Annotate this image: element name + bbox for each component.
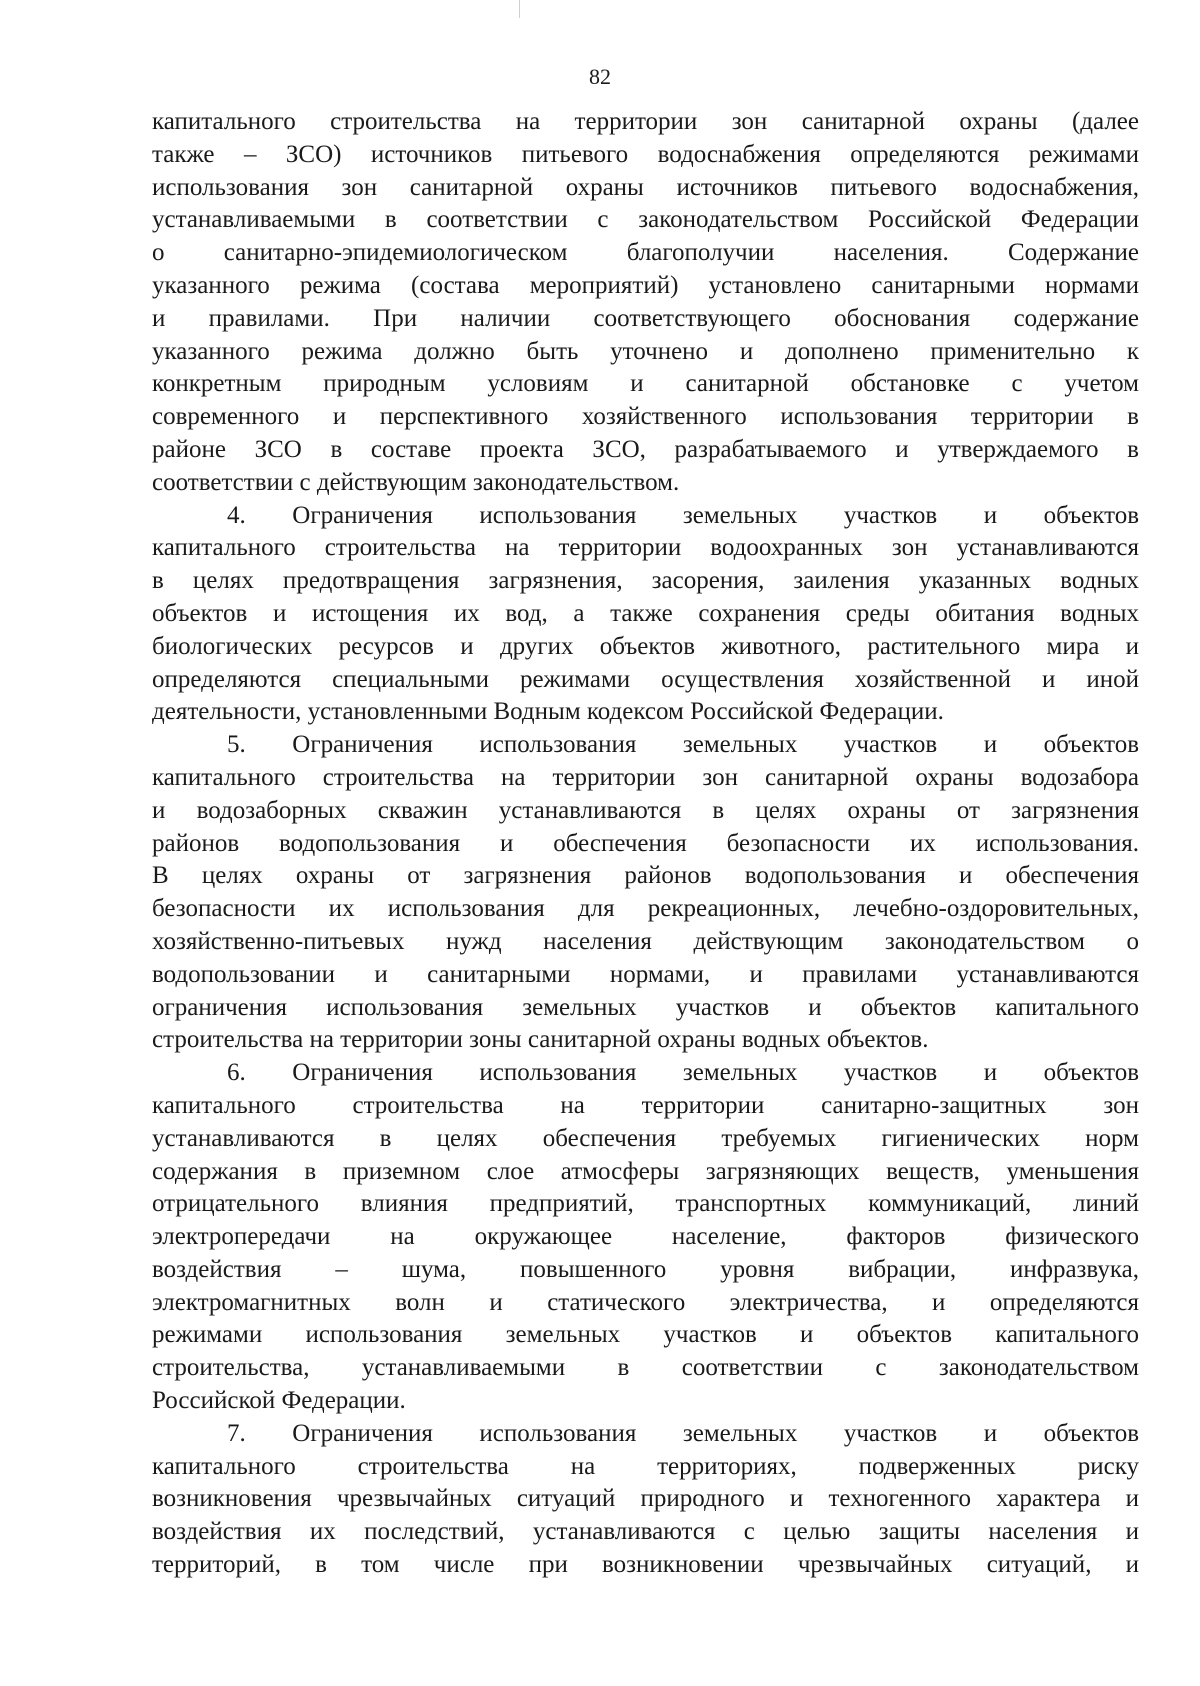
text-line: деятельности, установленными Водным кодексом Российской Федерации. bbox=[152, 698, 944, 726]
text-line: и правилами. При наличии соответствующего обоснования содержание bbox=[152, 304, 1139, 332]
text-line: 7. Ограничения использования земельных участков и объектов bbox=[227, 1419, 1139, 1447]
text-line: определяются специальными режимами осуществления хозяйственной и иной bbox=[152, 665, 1139, 693]
text-line: биологических ресурсов и других объектов животного, растительного мира и bbox=[152, 632, 1139, 660]
text-line: также – ЗСО) источников питьевого водоснабжения определяются режимами bbox=[152, 140, 1139, 168]
text-line: капитального строительства на территории санитарно-защитных зон bbox=[152, 1091, 1139, 1119]
page-number: 82 bbox=[589, 64, 611, 89]
text-line: строительства на территории зоны санитарной охраны водных объектов. bbox=[152, 1026, 929, 1054]
text-line: воздействия их последствий, устанавливаются с целью защиты населения и bbox=[152, 1518, 1139, 1546]
text-line: использования зон санитарной охраны источников питьевого водоснабжения, bbox=[152, 173, 1139, 201]
text-line: указанного режима (состава мероприятий) установлено санитарными нормами bbox=[152, 271, 1139, 299]
text-line: конкретным природным условиям и санитарной обстановке с учетом bbox=[152, 370, 1139, 398]
text-line: районов водопользования и обеспечения безопасности их использования. bbox=[152, 829, 1139, 857]
text-line: 6. Ограничения использования земельных участков и объектов bbox=[227, 1059, 1139, 1087]
text-line: хозяйственно-питьевых нужд населения действующим законодательством о bbox=[152, 927, 1139, 955]
text-line: воздействия – шума, повышенного уровня вибрации, инфразвука, bbox=[152, 1255, 1139, 1283]
text-line: режимами использования земельных участков и объектов капитального bbox=[152, 1321, 1139, 1349]
text-line: отрицательного влияния предприятий, транспортных коммуникаций, линий bbox=[152, 1190, 1139, 1218]
text-line: устанавливаются в целях обеспечения требуемых гигиенических норм bbox=[152, 1124, 1139, 1152]
text-line: 5. Ограничения использования земельных участков и объектов bbox=[227, 731, 1139, 759]
text-line: В целях охраны от загрязнения районов водопользования и обеспечения bbox=[152, 862, 1139, 890]
text-line: электромагнитных волн и статического электричества, и определяются bbox=[152, 1288, 1139, 1316]
text-line: указанного режима должно быть уточнено и дополнено применительно к bbox=[152, 337, 1139, 365]
text-line: 4. Ограничения использования земельных участков и объектов bbox=[227, 501, 1139, 529]
text-line: строительства, устанавливаемыми в соответствии с законодательством bbox=[152, 1354, 1139, 1382]
text-line: электропередачи на окружающее население, факторов физического bbox=[152, 1223, 1139, 1251]
text-line: капитального строительства на территории зон санитарной охраны водозабора bbox=[152, 763, 1139, 791]
text-line: водопользовании и санитарными нормами, и правилами устанавливаются bbox=[152, 960, 1139, 988]
body-text bbox=[152, 106, 1139, 1582]
text-line: современного и перспективного хозяйственного использования территории в bbox=[152, 403, 1139, 431]
text-line: районе ЗСО в составе проекта ЗСО, разрабатываемого и утверждаемого в bbox=[152, 435, 1139, 463]
text-line: безопасности их использования для рекреационных, лечебно-оздоровительных, bbox=[152, 895, 1139, 923]
text-line: соответствии с действующим законодательством. bbox=[152, 468, 680, 496]
text-line: устанавливаемыми в соответствии с законодательством Российской Федерации bbox=[152, 206, 1139, 234]
text-line: содержания в приземном слое атмосферы загрязняющих веществ, уменьшения bbox=[152, 1157, 1139, 1185]
text-line: Российской Федерации. bbox=[152, 1387, 406, 1415]
text-line: территорий, в том числе при возникновении чрезвычайных ситуаций, и bbox=[152, 1551, 1139, 1579]
text-line: капитального строительства на территории зон санитарной охраны (далее bbox=[152, 108, 1139, 135]
text-line: ограничения использования земельных участков и объектов капитального bbox=[152, 993, 1139, 1021]
text-line: о санитарно-эпидемиологическом благополучии населения. Содержание bbox=[152, 239, 1139, 267]
scan-artifact-line bbox=[519, 0, 520, 18]
text-line: в целях предотвращения загрязнения, засорения, заиления указанных водных bbox=[152, 567, 1139, 595]
text-line: возникновения чрезвычайных ситуаций природного и техногенного характера и bbox=[152, 1485, 1139, 1513]
text-line: объектов и истощения их вод, а также сохранения среды обитания водных bbox=[152, 599, 1139, 627]
text-line: капитального строительства на территории водоохранных зон устанавливаются bbox=[152, 534, 1139, 562]
text-line: капитального строительства на территориях, подверженных риску bbox=[152, 1452, 1139, 1480]
text-line: и водозаборных скважин устанавливаются в целях охраны от загрязнения bbox=[152, 796, 1139, 824]
